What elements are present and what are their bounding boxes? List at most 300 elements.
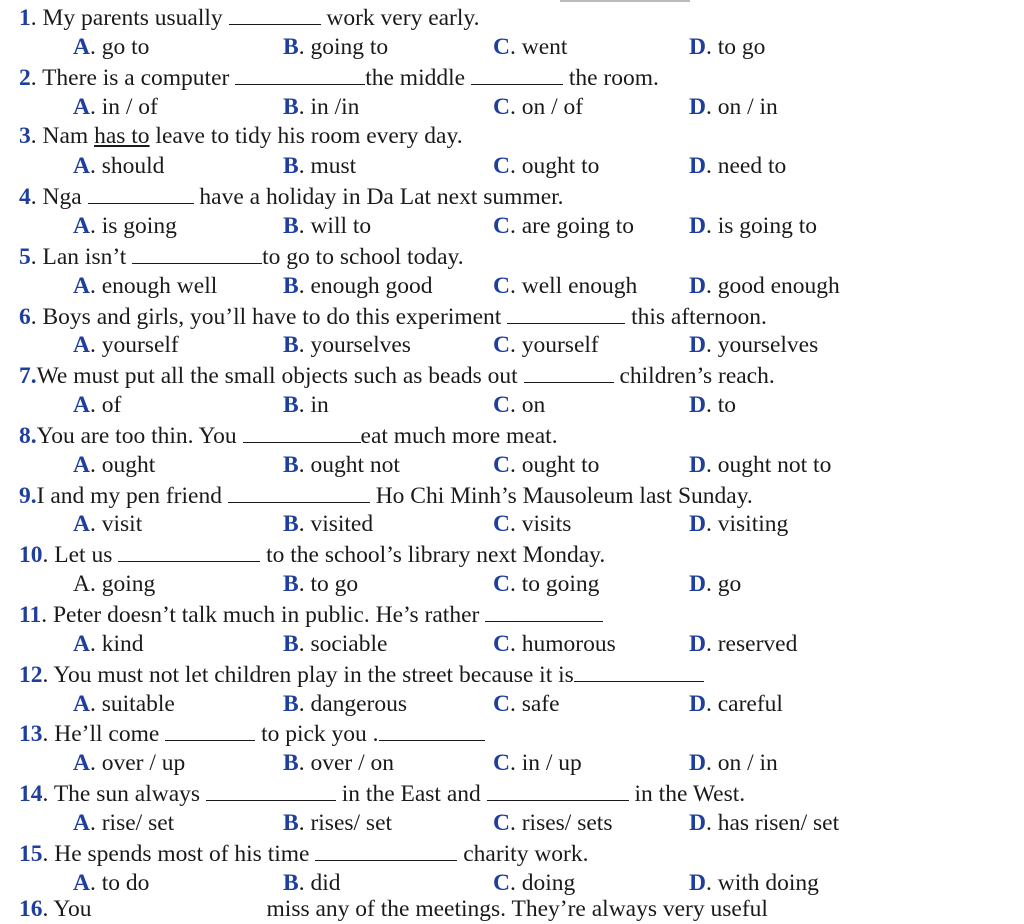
option-c[interactable] — [493, 569, 599, 599]
option-dot: . — [509, 392, 516, 419]
option-b[interactable] — [283, 32, 388, 62]
question-sep: . — [42, 721, 55, 748]
option-c[interactable] — [493, 450, 599, 480]
option-dot: . — [509, 511, 516, 538]
option-dot: . — [298, 272, 305, 299]
option-letter: C — [493, 690, 510, 717]
option-b[interactable] — [283, 629, 387, 659]
option-d[interactable] — [689, 748, 778, 778]
option-letter: C — [493, 332, 510, 359]
question-sep: . — [42, 661, 54, 688]
option-dot: . — [705, 392, 712, 419]
option-dot: . — [89, 392, 96, 419]
option-letter: C — [493, 630, 510, 657]
option-dot: . — [705, 153, 712, 180]
option-b[interactable] — [283, 151, 356, 181]
option-d[interactable] — [689, 32, 765, 62]
option-letter: D — [689, 212, 706, 239]
option-b[interactable] — [283, 569, 358, 599]
option-letter: B — [283, 332, 299, 359]
option-text: to do — [95, 869, 150, 896]
option-a[interactable] — [73, 808, 174, 838]
question-stem-part: Let us — [54, 542, 119, 569]
option-a[interactable] — [73, 151, 164, 181]
question-stem-part: charity work. — [457, 840, 589, 867]
option-text: on / in — [711, 93, 778, 120]
option-letter: D — [689, 869, 706, 896]
option-letter: B — [283, 630, 299, 657]
option-letter: B — [283, 153, 299, 180]
question-sep: . — [30, 303, 43, 330]
option-a[interactable] — [73, 211, 177, 241]
option-dot: . — [705, 451, 712, 478]
option-letter: C — [493, 571, 510, 598]
option-text: well enough — [515, 272, 638, 299]
question-sep: . — [41, 602, 53, 628]
option-d[interactable] — [689, 151, 786, 181]
question-10-stem — [19, 539, 605, 569]
option-letter: A. — [73, 571, 96, 598]
option-dot: . — [298, 392, 305, 419]
option-text: rise/ set — [95, 809, 175, 836]
question-sep: . — [30, 123, 43, 150]
option-text: must — [304, 153, 357, 180]
question-3-stem — [19, 121, 463, 151]
option-text: going to — [304, 33, 389, 60]
option-c[interactable] — [493, 748, 582, 778]
option-c[interactable] — [493, 808, 612, 838]
option-letter: B — [283, 809, 299, 836]
option-letter: A — [73, 630, 90, 657]
option-text: of — [95, 392, 122, 419]
question-stem-part: I and my pen friend — [36, 482, 228, 509]
option-letter: A — [73, 93, 90, 120]
option-d[interactable] — [689, 390, 736, 420]
question-2-stem — [19, 62, 659, 92]
option-letter: C — [493, 511, 510, 538]
question-stem-part: The sun always — [53, 781, 206, 808]
option-c[interactable] — [493, 390, 545, 420]
question-sep: . — [42, 542, 55, 569]
option-letter: D — [689, 690, 706, 717]
option-letter: A — [73, 690, 90, 717]
option-text: good enough — [711, 272, 840, 299]
answer-blank[interactable] — [471, 62, 563, 85]
option-dot: . — [509, 750, 516, 777]
option-dot: . — [89, 153, 96, 180]
option-d[interactable] — [689, 808, 839, 838]
question-8-stem — [19, 420, 558, 450]
option-text: in / of — [95, 93, 158, 120]
option-c[interactable] — [493, 689, 560, 719]
option-dot: . — [298, 33, 305, 60]
option-c[interactable] — [493, 271, 637, 301]
option-letter: C — [493, 809, 510, 836]
answer-blank[interactable] — [88, 181, 194, 204]
option-text: yourselves — [304, 332, 411, 359]
option-text: is going — [95, 212, 177, 239]
option-text: did — [304, 869, 341, 896]
option-text: ought to — [515, 451, 600, 478]
answer-blank[interactable] — [524, 360, 614, 383]
option-a[interactable] — [73, 748, 185, 778]
option-a[interactable] — [73, 569, 155, 599]
option-d[interactable] — [689, 689, 783, 719]
question-number: 8. — [19, 422, 37, 449]
option-letter: A — [73, 332, 90, 359]
option-dot: . — [509, 869, 516, 896]
option-dot: . — [705, 272, 712, 299]
option-d[interactable] — [689, 569, 741, 599]
option-text: to go — [711, 33, 766, 60]
option-text: visits — [515, 511, 572, 538]
option-letter: A — [73, 392, 90, 419]
option-b[interactable] — [283, 509, 373, 539]
option-letter: C — [493, 93, 510, 120]
question-sep: . — [30, 184, 43, 211]
question-number: 11 — [19, 602, 42, 628]
option-text: is going to — [711, 212, 817, 239]
option-dot: . — [298, 153, 305, 180]
option-dot: . — [298, 809, 305, 836]
answer-blank[interactable] — [206, 778, 336, 801]
option-dot: . — [298, 750, 305, 777]
question-stem-part: My parents usually — [42, 5, 229, 31]
option-dot: . — [298, 690, 305, 717]
option-text: go — [711, 571, 742, 598]
option-dot: . — [89, 690, 96, 717]
question-number: 12 — [19, 661, 43, 688]
question-stem-part: to pick you . — [255, 721, 379, 748]
option-letter: D — [689, 511, 706, 538]
option-c[interactable] — [493, 92, 583, 122]
option-text: in / up — [515, 750, 582, 777]
question-number: 10 — [19, 542, 43, 569]
option-dot: . — [298, 93, 305, 120]
question-stem-part: He’ll come — [54, 721, 166, 748]
option-letter: B — [283, 272, 299, 299]
answer-blank[interactable] — [507, 301, 625, 324]
option-text: rises/ sets — [515, 809, 613, 836]
option-text: reserved — [711, 630, 798, 657]
option-text: careful — [711, 690, 783, 717]
option-d[interactable] — [689, 509, 788, 539]
option-text: on / of — [515, 93, 584, 120]
option-dot: . — [705, 809, 712, 836]
option-dot: . — [298, 212, 305, 239]
option-letter: A — [73, 212, 90, 239]
option-text: yourself — [95, 332, 179, 359]
option-letter: C — [493, 869, 510, 896]
option-dot: . — [509, 33, 516, 60]
option-letter: D — [689, 392, 706, 419]
option-dot: . — [89, 212, 96, 239]
option-text: suitable — [95, 690, 175, 717]
option-a[interactable] — [73, 32, 149, 62]
question-stem-part: to the school’s library next Monday. — [260, 542, 606, 569]
option-letter: B — [283, 750, 299, 777]
option-text: are going to — [515, 212, 634, 239]
option-letter: B — [283, 869, 299, 896]
option-text: will to — [304, 212, 372, 239]
answer-blank[interactable] — [229, 2, 321, 25]
question-5-stem — [19, 241, 464, 271]
option-d[interactable] — [689, 92, 778, 122]
option-text: sociable — [304, 630, 388, 657]
option-text: has risen/ set — [711, 809, 840, 836]
option-letter: D — [689, 33, 706, 60]
option-dot: . — [298, 869, 305, 896]
question-sep: . — [30, 243, 43, 270]
option-c[interactable] — [493, 629, 616, 659]
option-letter: A — [73, 451, 90, 478]
option-letter: C — [493, 153, 510, 180]
question-16-cropped — [19, 894, 768, 924]
option-dot: . — [509, 272, 516, 299]
option-letter: C — [493, 212, 510, 239]
option-dot: . — [89, 630, 96, 657]
option-dot: . — [705, 690, 712, 717]
option-dot: . — [705, 511, 712, 538]
option-text: kind — [95, 630, 144, 657]
question-number: 16 — [19, 896, 43, 922]
question-14-stem — [19, 778, 745, 808]
option-b[interactable] — [283, 271, 433, 301]
option-b[interactable] — [283, 689, 407, 719]
question-number: 6 — [19, 303, 31, 330]
option-dot: . — [89, 272, 96, 299]
option-a[interactable] — [73, 92, 158, 122]
option-dot: . — [509, 571, 516, 598]
option-c[interactable] — [493, 151, 599, 181]
option-text: safe — [515, 690, 560, 717]
option-letter: D — [689, 272, 706, 299]
option-letter: D — [689, 451, 706, 478]
option-dot: . — [89, 511, 96, 538]
question-number: 5 — [19, 243, 31, 270]
answer-blank[interactable] — [574, 659, 704, 682]
option-text: yourselves — [711, 332, 819, 359]
option-c[interactable] — [493, 211, 634, 241]
option-text: with doing — [711, 869, 819, 896]
option-letter: C — [493, 750, 510, 777]
option-dot: . — [298, 451, 305, 478]
question-stem-part: the room. — [562, 64, 659, 91]
question-number: 15 — [19, 840, 43, 867]
question-stem-part: We must put all the small objects such as beads out — [36, 363, 524, 390]
option-letter: B — [283, 212, 299, 239]
answer-blank[interactable] — [485, 599, 603, 622]
option-text: yourself — [515, 332, 599, 359]
option-letter: A — [73, 869, 90, 896]
option-text: visited — [304, 511, 374, 538]
option-b[interactable] — [283, 211, 371, 241]
option-dot: . — [705, 93, 712, 120]
question-11-stem — [19, 599, 603, 629]
option-b[interactable] — [283, 450, 400, 480]
option-letter: A — [73, 272, 90, 299]
option-letter: D — [689, 332, 706, 359]
option-a[interactable] — [73, 330, 179, 360]
option-text: ought not — [304, 451, 400, 478]
option-letter: C — [493, 33, 510, 60]
option-dot: . — [298, 511, 305, 538]
option-text: need to — [711, 153, 787, 180]
option-dot: . — [89, 750, 96, 777]
answer-blank[interactable] — [132, 241, 262, 264]
option-dot: . — [89, 809, 96, 836]
option-letter: B — [283, 33, 299, 60]
question-stem-part: in the West. — [628, 781, 746, 808]
option-dot: . — [89, 33, 96, 60]
option-text: ought — [95, 451, 156, 478]
option-text: on — [515, 392, 546, 419]
option-a[interactable] — [73, 509, 142, 539]
question-number: 1 — [19, 5, 31, 31]
question-15-stem — [19, 838, 589, 868]
option-letter: A — [73, 809, 90, 836]
option-c[interactable] — [493, 32, 567, 62]
question-stem-part: Nam — [42, 123, 95, 150]
option-letter: D — [689, 571, 706, 598]
option-letter: B — [283, 451, 299, 478]
question-6-stem — [19, 301, 767, 331]
question-stem-part: this afternoon. — [625, 303, 767, 330]
option-dot: . — [705, 750, 712, 777]
option-dot: . — [89, 93, 96, 120]
option-b[interactable] — [283, 92, 359, 122]
question-sep: . — [42, 896, 54, 922]
question-stem-part: the middle — [365, 64, 471, 91]
question-stem-part: Ho Chi Minh’s Mausoleum last Sunday. — [369, 482, 753, 509]
option-d[interactable] — [689, 330, 818, 360]
option-b[interactable] — [283, 808, 392, 838]
option-c[interactable] — [493, 330, 599, 360]
question-sep: . — [30, 64, 43, 91]
option-text: over / on — [304, 750, 394, 777]
option-b[interactable] — [283, 748, 394, 778]
option-letter: B — [283, 93, 299, 120]
option-letter: D — [689, 153, 706, 180]
option-a[interactable] — [73, 450, 155, 480]
option-text: humorous — [515, 630, 616, 657]
option-text: in — [304, 392, 329, 419]
question-stem-part: miss any of the meetings. They’re always very useful — [266, 896, 768, 922]
option-a[interactable] — [73, 689, 175, 719]
option-b[interactable] — [283, 390, 329, 420]
option-text: in /in — [304, 93, 360, 120]
question-stem-part: work very early. — [320, 5, 480, 31]
option-text: go to — [95, 33, 150, 60]
option-text: ought to — [515, 153, 600, 180]
question-stem-part: Peter doesn’t talk much in public. He’s rather — [52, 602, 486, 628]
answer-blank[interactable] — [315, 838, 457, 861]
option-text: went — [515, 33, 568, 60]
option-letter: D — [689, 809, 706, 836]
option-d[interactable] — [689, 450, 831, 480]
question-stem-part: in the East and — [335, 781, 487, 808]
answer-blank[interactable] — [379, 718, 485, 741]
option-dot: . — [509, 690, 516, 717]
question-number: 7. — [19, 363, 37, 390]
question-stem-part: You are too thin. You — [36, 422, 243, 449]
answer-blank[interactable] — [228, 480, 370, 503]
option-dot: . — [509, 212, 516, 239]
answer-blank[interactable] — [118, 539, 260, 562]
question-13-stem — [19, 718, 485, 748]
question-stem-part: You — [53, 896, 92, 922]
answer-blank[interactable] — [235, 62, 365, 85]
option-text: doing — [515, 869, 576, 896]
question-stem-part: Lan isn’t — [42, 243, 133, 270]
option-dot: . — [705, 869, 712, 896]
option-text: ought not to — [711, 451, 832, 478]
option-letter: A — [73, 153, 90, 180]
option-text: rises/ set — [304, 809, 393, 836]
underlined-phrase: has to — [94, 123, 150, 150]
option-letter: C — [493, 451, 510, 478]
question-stem-part: Nga — [42, 184, 88, 211]
answer-blank[interactable] — [165, 718, 255, 741]
option-text: visiting — [711, 511, 789, 538]
option-a[interactable] — [73, 629, 144, 659]
option-text: to going — [515, 571, 600, 598]
option-a[interactable] — [73, 390, 121, 420]
question-9-stem — [19, 480, 753, 510]
option-letter: B — [283, 690, 299, 717]
option-letter: A — [73, 750, 90, 777]
question-stem-part: leave to tidy his room every day. — [149, 123, 463, 150]
question-number: 13 — [19, 721, 43, 748]
question-number: 9. — [19, 482, 37, 509]
option-dot: . — [705, 212, 712, 239]
question-number: 14 — [19, 781, 43, 808]
option-dot: . — [705, 630, 712, 657]
option-letter: B — [283, 571, 299, 598]
option-dot: . — [298, 571, 305, 598]
option-c[interactable] — [493, 509, 571, 539]
question-stem-part: have a holiday in Da Lat next summer. — [193, 184, 564, 211]
question-1-stem — [19, 2, 480, 32]
option-dot: . — [509, 93, 516, 120]
option-dot: . — [89, 332, 96, 359]
option-dot: . — [705, 332, 712, 359]
answer-blank[interactable] — [487, 778, 629, 801]
question-stem-part: children’s reach. — [613, 363, 775, 390]
option-letter: A — [73, 33, 90, 60]
option-dot: . — [705, 33, 712, 60]
option-d[interactable] — [689, 629, 797, 659]
question-stem-part: He spends most of his time — [54, 840, 316, 867]
question-number: 4 — [19, 184, 31, 211]
option-letter: C — [493, 272, 510, 299]
question-number: 3 — [19, 123, 31, 150]
option-letter: D — [689, 93, 706, 120]
option-dot: . — [705, 571, 712, 598]
answer-blank[interactable] — [243, 420, 361, 443]
option-text: to — [711, 392, 737, 419]
option-dot: . — [509, 332, 516, 359]
option-letter: A — [73, 511, 90, 538]
option-d[interactable] — [689, 271, 840, 301]
option-letter: D — [689, 630, 706, 657]
question-sep: . — [42, 781, 54, 808]
question-4-stem — [19, 181, 564, 211]
option-b[interactable] — [283, 330, 411, 360]
option-text: enough well — [95, 272, 218, 299]
option-d[interactable] — [689, 211, 817, 241]
option-a[interactable] — [73, 271, 217, 301]
